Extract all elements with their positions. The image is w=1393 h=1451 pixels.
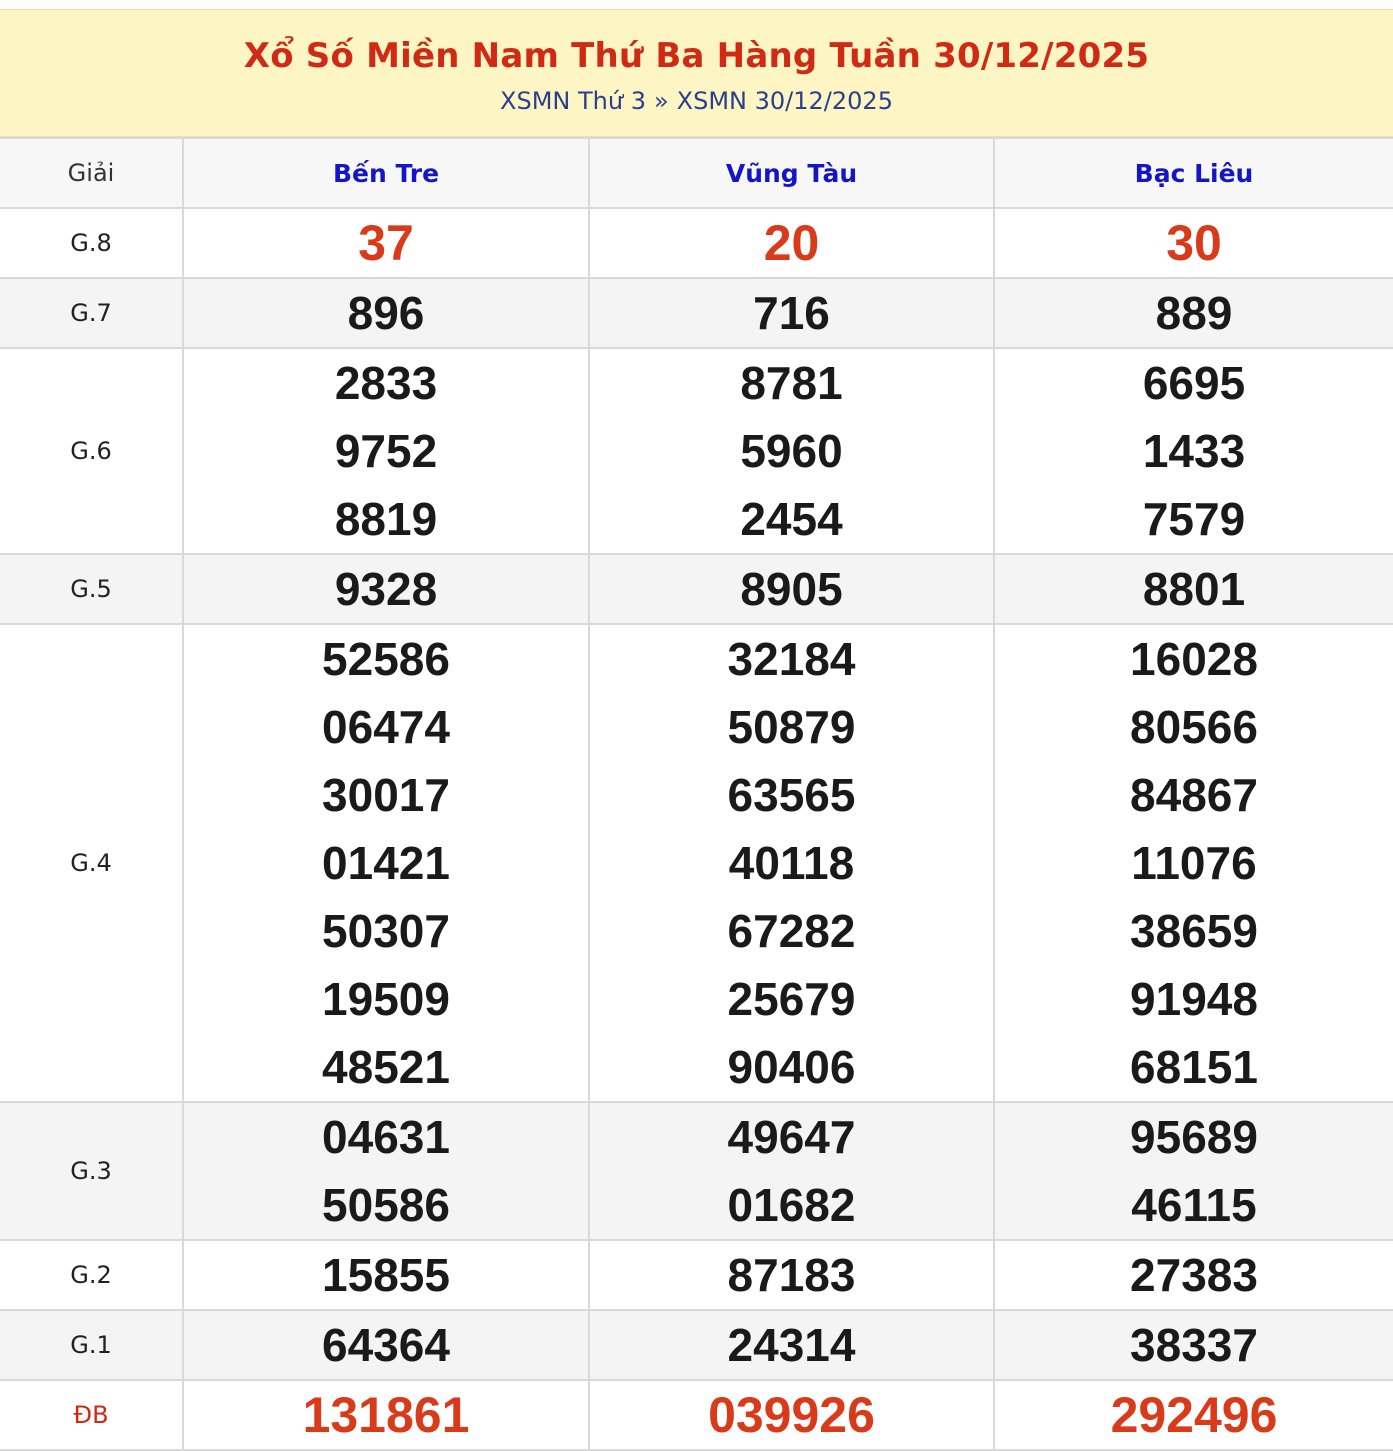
prize-number: 24314 — [589, 1310, 994, 1380]
table-row-g1 — [0, 1310, 1393, 1380]
prize-cell — [183, 624, 589, 1102]
prize-number: 91948 — [1130, 973, 1258, 1025]
prize-number: 95689 — [1130, 1111, 1258, 1163]
prize-cell — [994, 624, 1393, 1102]
prize-number: 30 — [994, 208, 1393, 278]
prize-number: 87183 — [589, 1240, 994, 1310]
prize-number: 80566 — [1130, 701, 1258, 753]
prize-number: 68151 — [1130, 1041, 1258, 1093]
table-header-row — [0, 138, 1393, 208]
prize-number: 90406 — [727, 1041, 856, 1093]
breadcrumb-separator-icon: » — [653, 87, 669, 115]
prize-number: 16028 — [1130, 633, 1258, 685]
prize-number: 5960 — [740, 425, 843, 477]
prize-number: 50586 — [322, 1179, 450, 1231]
prize-column-header: Giải — [0, 138, 183, 208]
breadcrumb-link-weekday[interactable]: XSMN Thứ 3 — [500, 87, 646, 115]
prize-number: 01682 — [727, 1179, 856, 1231]
results-table — [0, 137, 1393, 1451]
prize-cell — [589, 1102, 994, 1240]
prize-number: 52586 — [322, 633, 450, 685]
prize-number: 19509 — [322, 973, 450, 1025]
prize-cell — [589, 348, 994, 554]
prize-number: 896 — [183, 278, 589, 348]
prize-number: 8819 — [334, 493, 438, 545]
province-header-bac-lieu[interactable]: Bạc Liêu — [994, 138, 1393, 208]
prize-cell — [183, 1102, 589, 1240]
prize-number: 8801 — [994, 554, 1393, 624]
prize-number: 84867 — [1130, 769, 1258, 821]
prize-number: 2454 — [740, 493, 843, 545]
page-title: Xổ Số Miền Nam Thứ Ba Hàng Tuần 30/12/2025 — [243, 36, 1150, 76]
breadcrumb — [0, 87, 1393, 115]
prize-number: 30017 — [322, 769, 450, 821]
special-prize-number: 292496 — [994, 1380, 1393, 1450]
table-row-g4 — [0, 624, 1393, 1102]
prize-number: 20 — [589, 208, 994, 278]
prize-label: G.8 — [0, 208, 183, 278]
prize-number: 48521 — [322, 1041, 450, 1093]
prize-number: 9328 — [183, 554, 589, 624]
prize-number: 32184 — [727, 633, 856, 685]
prize-number: 38659 — [1130, 905, 1258, 957]
prize-label: ĐB — [0, 1380, 183, 1450]
prize-number: 27383 — [994, 1240, 1393, 1310]
table-row-g7 — [0, 278, 1393, 348]
table-row-g5 — [0, 554, 1393, 624]
breadcrumb-link-date[interactable]: XSMN 30/12/2025 — [676, 87, 893, 115]
prize-number: 46115 — [1131, 1179, 1257, 1231]
prize-number: 50879 — [727, 701, 856, 753]
prize-label: G.2 — [0, 1240, 183, 1310]
prize-label: G.3 — [0, 1102, 183, 1240]
prize-cell — [589, 624, 994, 1102]
prize-number: 04631 — [322, 1111, 450, 1163]
province-header-ben-tre[interactable]: Bến Tre — [183, 138, 589, 208]
prize-number: 63565 — [727, 769, 856, 821]
table-row-g6 — [0, 348, 1393, 554]
prize-number: 9752 — [334, 425, 438, 477]
prize-number: 40118 — [728, 837, 855, 889]
table-row-special — [0, 1380, 1393, 1450]
prize-label: G.4 — [0, 624, 183, 1102]
prize-number: 25679 — [727, 973, 856, 1025]
prize-number: 11076 — [1131, 837, 1257, 889]
prize-number: 716 — [589, 278, 994, 348]
table-row-g8 — [0, 208, 1393, 278]
prize-cell — [994, 1102, 1393, 1240]
prize-number: 64364 — [183, 1310, 589, 1380]
prize-cell — [183, 348, 589, 554]
prize-number: 50307 — [322, 905, 450, 957]
prize-label: G.5 — [0, 554, 183, 624]
prize-number: 8905 — [589, 554, 994, 624]
table-row-g3 — [0, 1102, 1393, 1240]
prize-number: 15855 — [183, 1240, 589, 1310]
prize-cell — [994, 348, 1393, 554]
prize-number: 8781 — [740, 357, 843, 409]
prize-number: 01421 — [322, 837, 450, 889]
prize-number: 67282 — [727, 905, 856, 957]
prize-number: 37 — [183, 208, 589, 278]
prize-number: 49647 — [727, 1111, 856, 1163]
prize-number: 2833 — [334, 357, 438, 409]
prize-label: G.6 — [0, 348, 183, 554]
prize-label: G.7 — [0, 278, 183, 348]
table-row-g2 — [0, 1240, 1393, 1310]
special-prize-number: 039926 — [589, 1380, 994, 1450]
prize-number: 889 — [994, 278, 1393, 348]
prize-number: 7579 — [1142, 493, 1246, 545]
special-prize-number: 131861 — [183, 1380, 589, 1450]
province-header-vung-tau[interactable]: Vũng Tàu — [589, 138, 994, 208]
prize-number: 06474 — [322, 701, 450, 753]
results-header — [0, 9, 1393, 137]
prize-label: G.1 — [0, 1310, 183, 1380]
prize-number: 1433 — [1142, 425, 1246, 477]
prize-number: 6695 — [1142, 357, 1246, 409]
prize-number: 38337 — [994, 1310, 1393, 1380]
